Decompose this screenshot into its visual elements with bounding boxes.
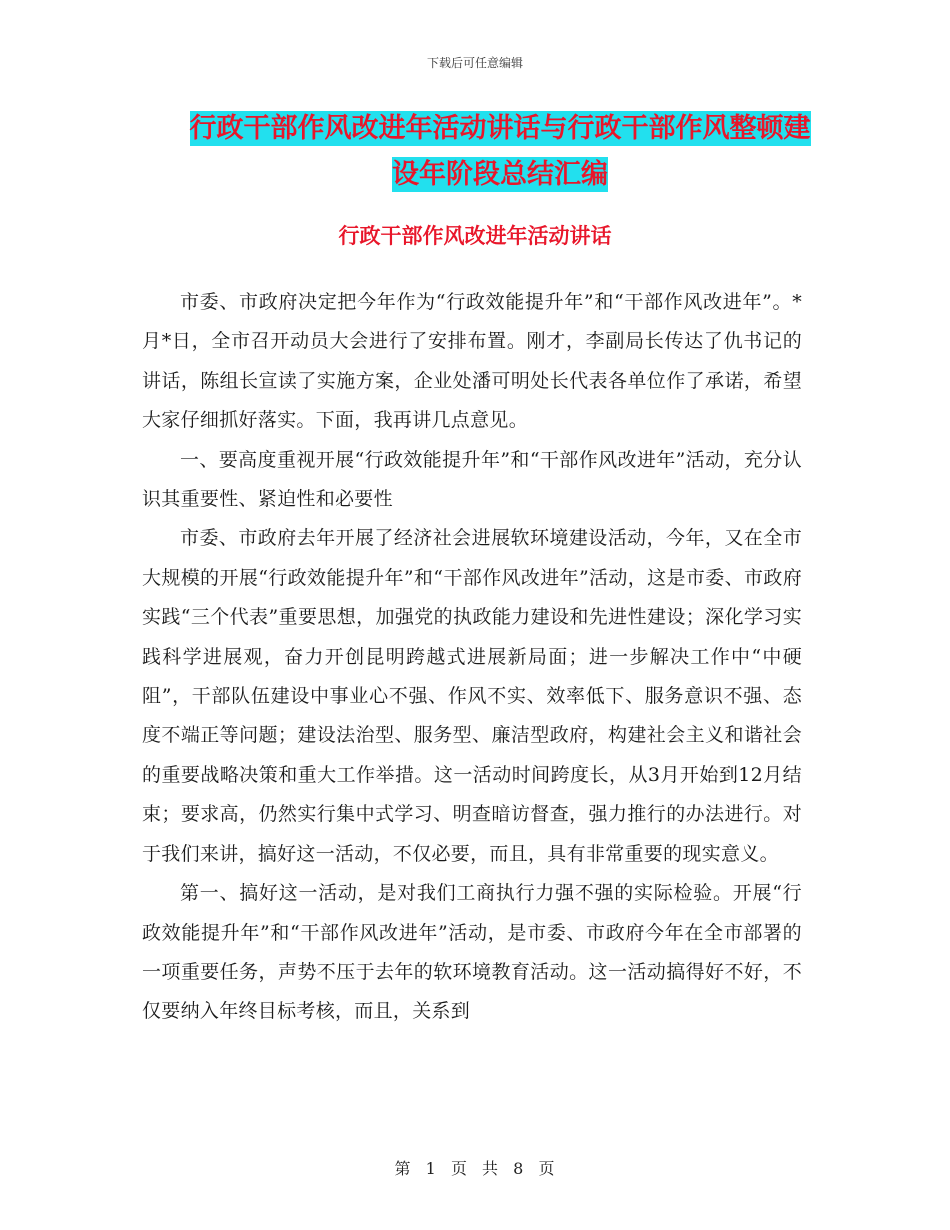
body-text (142, 283, 802, 1032)
footer-label-unit2: 页 (538, 1159, 556, 1178)
footer-total-pages: 8 (513, 1159, 525, 1178)
document-title (180, 106, 820, 198)
footer-label-page: 第 (394, 1159, 412, 1178)
paragraph: 市委、市政府去年开展了经济社会进展软环境建设活动，今年，又在全市大规模的开展“行政效能提升年”和“干部作风改进年”活动，这是市委、市政府实践“三个代表”重要思想，加强党的执政能力建设和先进性建设；深化学习实践科学进展观，奋力开创昆明跨越式进展新局面；进一步解决工作中“中硬阻”，干部队伍建设中事业心不强、作风不实、效率低下、服务意识不强、态度不端正等问题；建设法治型、服务型、廉洁型政府，构建社会主义和谐社会的重要战略决策和重大工作举措。这一活动时间跨度长，从3月开始到12月结束；要求高，仍然实行集中式学习、明查暗访督查，强力推行的办法进行。对于我们来讲，搞好这一活动，不仅必要，而且，具有非常重要的现实意义。 (142, 527, 802, 865)
page-footer (0, 1156, 950, 1179)
paragraph: 一、要高度重视开展“行政效能提升年”和“干部作风改进年”活动，充分认识其重要性、紧迫性和必要性 (142, 448, 802, 511)
paragraph: 第一、搞好这一活动，是对我们工商执行力强不强的实际检验。开展“行政效能提升年”和“干部作风改进年”活动，是市委、市政府今年在全市部署的一项重要任务，声势不压于去年的软环境教育活动。这一活动搞得好不好，不仅要纳入年终目标考核，而且，关系到 (142, 882, 802, 1023)
footer-label-total: 共 (482, 1159, 500, 1178)
footer-label-unit: 页 (450, 1159, 468, 1178)
footer-current-page: 1 (425, 1159, 437, 1178)
header-note: 下载后可任意编辑 (426, 56, 523, 70)
section-heading: 行政干部作风改进年活动讲话 (338, 224, 612, 248)
document-title-line1: 行政干部作风改进年活动讲话与行政干部作风整顿建 (189, 113, 811, 144)
document-title-line2: 设年阶段总结汇编 (392, 159, 608, 190)
paragraph: 市委、市政府决定把今年作为“行政效能提升年”和“干部作风改进年”。*月*日，全市召开动员大会进行了安排布置。刚才，李副局长传达了仇书记的讲话，陈组长宣读了实施方案，企业处潘可明处长代表各单位作了承诺，希望大家仔细抓好落实。下面，我再讲几点意见。 (142, 291, 802, 432)
